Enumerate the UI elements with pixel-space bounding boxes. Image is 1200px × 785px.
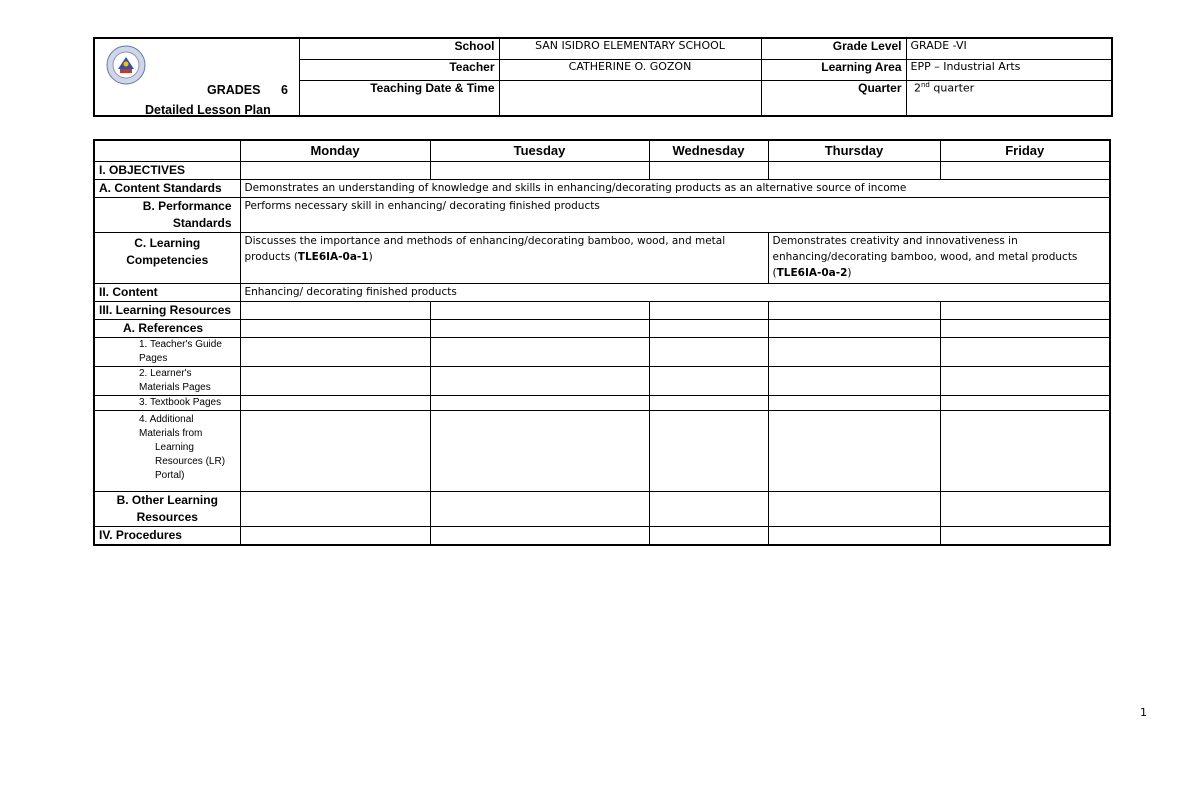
competencies-mon-wed: Discusses the importance and methods of enhancing/decorating bamboo, wood, and metal products (TLE6IA-0a-1) [240,233,768,284]
day-friday: Friday [940,140,1110,162]
dlp-title: Detailed Lesson Plan [145,103,271,116]
content-label: II. Content [94,284,240,302]
grade-level-label: Grade Level [761,38,906,60]
day-tuesday: Tuesday [430,140,649,162]
grade-number: 6 [281,83,288,97]
learning-competencies-label: C. Learning Competencies [94,233,240,284]
school-value: SAN ISIDRO ELEMENTARY SCHOOL [499,38,761,60]
additional-materials-label: 4. Additional Materials from Learning Resources (LR) Portal) [94,411,240,492]
textbook-pages-label: 3. Textbook Pages [94,396,240,411]
deped-seal-icon [106,45,146,85]
content-text: Enhancing/ decorating finished products [240,284,1110,302]
grades-label: GRADES 6 [207,83,288,97]
performance-standards-label: B. Performance Standards [94,198,240,233]
teacher-label: Teacher [299,60,499,81]
date-label: Teaching Date & Time [299,81,499,117]
page-number: 1 [1140,706,1147,719]
school-label: School [299,38,499,60]
learning-resources-label: III. Learning Resources [94,302,240,320]
references-label: A. References [94,320,240,338]
grade-level-value: GRADE -VI [906,38,1112,60]
day-monday: Monday [240,140,430,162]
day-thursday: Thursday [768,140,940,162]
competency-code-1: TLE6IA-0a-1 [297,251,369,263]
lesson-plan-table [93,139,1111,546]
header-table [93,37,1113,117]
header-title-cell [94,38,299,116]
teachers-guide-label: 1. Teacher's Guide Pages [94,338,240,367]
day-wednesday: Wednesday [649,140,768,162]
procedures-label: IV. Procedures [94,527,240,546]
learners-materials-label: 2. Learner's Materials Pages [94,367,240,396]
objectives-label: I. OBJECTIVES [94,162,240,180]
competency-code-2: TLE6IA-0a-2 [776,267,848,279]
teacher-value: CATHERINE O. GOZON [499,60,761,81]
corner-cell [94,140,240,162]
content-standards-text: Demonstrates an understanding of knowledge and skills in enhancing/decorating products as an alternative source of income [240,180,1110,198]
quarter-label: Quarter [761,81,906,117]
content-standards-label: A. Content Standards [94,180,240,198]
date-value [499,81,761,117]
performance-standards-text: Performs necessary skill in enhancing/ decorating finished products [240,198,1110,233]
learning-area-value: EPP – Industrial Arts [906,60,1112,81]
learning-area-label: Learning Area [761,60,906,81]
competencies-thu-fri: Demonstrates creativity and innovativeness in enhancing/decorating bamboo, wood, and metal products (TLE6IA-0a-2) [768,233,1110,284]
quarter-value: 2nd quarter [906,81,1112,117]
other-learning-resources-label: B. Other Learning Resources [94,492,240,527]
